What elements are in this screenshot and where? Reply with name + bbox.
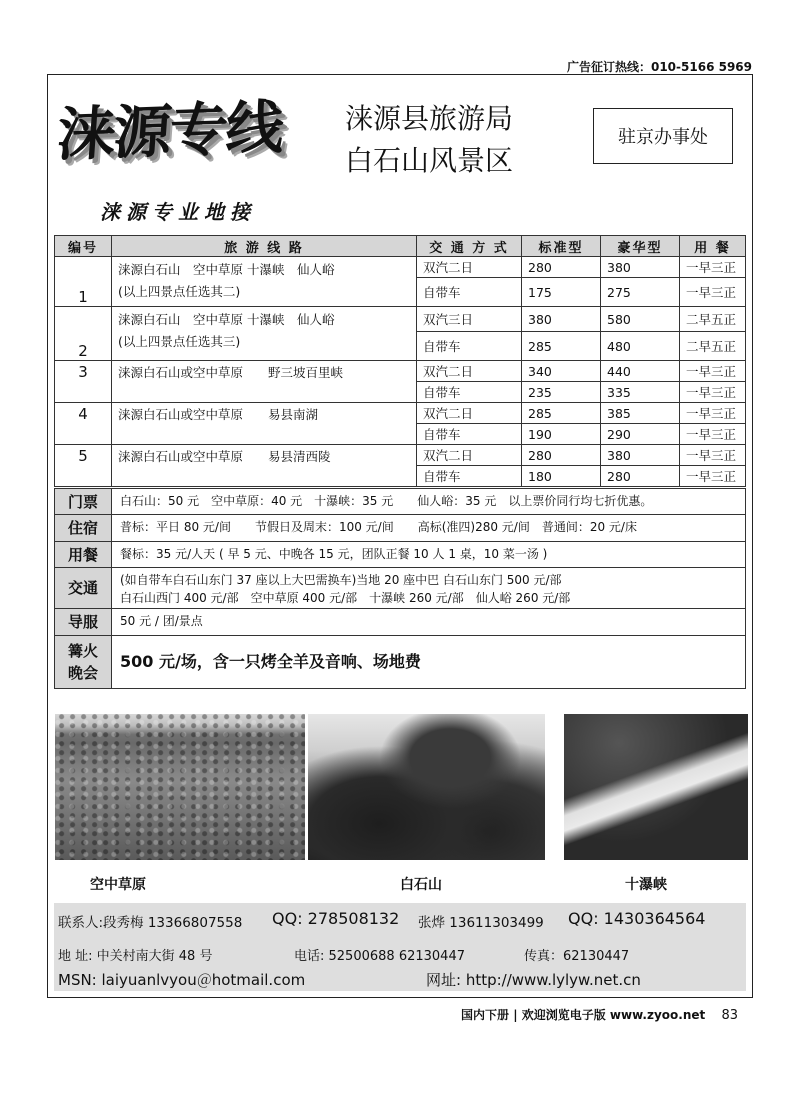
standard-cell: 280 <box>522 445 601 466</box>
header-route: 旅 游 线 路 <box>112 236 417 257</box>
meals-value: 餐标：35 元/人天 ( 早 5 元、中晚各 15 元，团队正餐 10 人 1 桌，10 菜一汤 ) <box>120 547 548 561</box>
contact-box <box>54 903 746 991</box>
transport-cell: 双汽二日 <box>417 361 522 382</box>
meal-cell: 一早三正 <box>680 382 746 403</box>
bonfire-value: 500 元/场，含一只烤全羊及音响、场地费 <box>120 652 421 671</box>
meals-row <box>54 541 746 568</box>
guide-row <box>54 608 746 636</box>
lodging-value: 普标：平日 80 元/间 节假日及周末：100 元/间 高标(准四)280 元/间 普通间：20 元/床 <box>120 520 637 534</box>
bonfire-label-line-2: 晚会 <box>67 664 98 682</box>
route-num: 3 <box>55 361 112 403</box>
transport-cell: 自带车 <box>417 332 522 361</box>
luxury-cell: 290 <box>601 424 680 445</box>
baishishan-photo <box>308 714 545 860</box>
luxury-cell: 380 <box>601 445 680 466</box>
bonfire-label <box>55 636 112 688</box>
grassland-photo <box>55 714 305 860</box>
caption-grassland: 空中草原 <box>90 877 146 893</box>
standard-cell: 280 <box>522 257 601 278</box>
standard-cell: 285 <box>522 332 601 361</box>
standard-cell: 235 <box>522 382 601 403</box>
luxury-cell: 275 <box>601 278 680 307</box>
route-desc: 涞源白石山或空中草原 野三坡百里峡 <box>112 361 417 403</box>
transport-line-1: (如自带车白石山东门 37 座以上大巴需换车)当地 20 座中巴 白石山东门 500 元/部 <box>120 573 562 587</box>
address: 地 址: 中关村南大街 48 号 <box>58 949 213 964</box>
route-desc: 涞源白石山或空中草原 易县南湖 <box>112 403 417 445</box>
meal-cell: 一早三正 <box>680 403 746 424</box>
route-line-2: (以上四景点任选其三) <box>118 334 241 349</box>
page-number: 83 <box>721 1008 738 1023</box>
route-desc <box>112 257 417 307</box>
waterfall-photo <box>564 714 748 860</box>
msn: MSN: laiyuanlvyou＠hotmail.com <box>58 971 306 989</box>
luxury-cell: 380 <box>601 257 680 278</box>
route-num: 1 <box>55 257 112 307</box>
transport-line-2: 白石山西门 400 元/部 空中草原 400 元/部 十瀑峡 260 元/部 仙人峪 260 元/部 <box>120 591 571 605</box>
meal-cell: 一早三正 <box>680 257 746 278</box>
big-title: 涞源专线 <box>54 93 285 169</box>
transport-cell: 双汽二日 <box>417 403 522 424</box>
header-standard: 标准型 <box>522 236 601 257</box>
header-luxury: 豪华型 <box>601 236 680 257</box>
table-row <box>55 403 746 424</box>
table-row <box>55 445 746 466</box>
table-header-row <box>55 236 746 257</box>
footer-text: 国内下册 | 欢迎浏览电子版 www.zyoo.net <box>461 1008 706 1022</box>
standard-cell: 190 <box>522 424 601 445</box>
luxury-cell: 580 <box>601 307 680 332</box>
standard-cell: 380 <box>522 307 601 332</box>
transport-cell: 双汽二日 <box>417 445 522 466</box>
table-row <box>55 257 746 278</box>
luxury-cell: 440 <box>601 361 680 382</box>
standard-cell: 340 <box>522 361 601 382</box>
routes-table <box>54 235 746 487</box>
contact-person-1: 联系人:段秀梅 13366807558 <box>58 915 243 931</box>
qq-2: QQ: 1430364564 <box>568 909 706 928</box>
header-meal: 用 餐 <box>680 236 746 257</box>
tickets-label: 门票 <box>55 489 112 514</box>
table-row <box>55 361 746 382</box>
transport-cell: 自带车 <box>417 424 522 445</box>
route-desc: 涞源白石山或空中草原 易县清西陵 <box>112 445 417 487</box>
route-line-1: 涞源白石山 空中草原 十瀑峡 仙人峪 <box>118 262 335 277</box>
standard-cell: 175 <box>522 278 601 307</box>
standard-cell: 180 <box>522 466 601 487</box>
agency-line-2: 白石山风景区 <box>345 144 514 177</box>
fax: 传真：62130447 <box>524 949 630 964</box>
lodging-row <box>54 514 746 542</box>
transport-value <box>112 568 745 608</box>
meal-cell: 二早五正 <box>680 307 746 332</box>
qq-1: QQ: 278508132 <box>272 909 400 928</box>
transport-cell: 自带车 <box>417 466 522 487</box>
route-num: 5 <box>55 445 112 487</box>
luxury-cell: 385 <box>601 403 680 424</box>
header-transport: 交 通 方 式 <box>417 236 522 257</box>
website: 网址: http://www.lylyw.net.cn <box>426 971 641 989</box>
transport-row <box>54 567 746 609</box>
transport-cell: 双汽三日 <box>417 307 522 332</box>
tickets-row <box>54 488 746 515</box>
agency-block <box>345 98 513 182</box>
subtitle: 涞源专业地接 <box>100 200 256 224</box>
ad-hotline: 广告征订热线：010-5166 5969 <box>566 60 752 74</box>
meal-cell: 一早三正 <box>680 466 746 487</box>
route-line-2: (以上四景点任选其二) <box>118 284 241 299</box>
meal-cell: 一早三正 <box>680 278 746 307</box>
caption-baishishan: 白石山 <box>400 877 442 893</box>
bonfire-label-line-1: 篝火 <box>67 642 98 660</box>
transport-cell: 双汽二日 <box>417 257 522 278</box>
transport-cell: 自带车 <box>417 278 522 307</box>
agency-line-1: 涞源县旅游局 <box>345 102 514 135</box>
phone: 电话: 52500688 62130447 <box>294 949 465 964</box>
meal-cell: 一早三正 <box>680 445 746 466</box>
table-row <box>55 307 746 332</box>
transport-cell: 自带车 <box>417 382 522 403</box>
meal-cell: 一早三正 <box>680 361 746 382</box>
contact-person-2: 张烨 13611303499 <box>418 915 544 931</box>
lodging-label: 住宿 <box>55 515 112 541</box>
route-num: 2 <box>55 307 112 361</box>
office-box: 驻京办事处 <box>593 108 733 164</box>
luxury-cell: 480 <box>601 332 680 361</box>
transport-label: 交通 <box>55 568 112 608</box>
meal-cell: 一早三正 <box>680 424 746 445</box>
luxury-cell: 280 <box>601 466 680 487</box>
guide-value: 50 元 / 团/景点 <box>120 614 203 628</box>
standard-cell: 285 <box>522 403 601 424</box>
guide-label: 导服 <box>55 609 112 635</box>
meal-cell: 二早五正 <box>680 332 746 361</box>
caption-waterfall: 十瀑峡 <box>625 877 667 893</box>
tickets-value: 白石山：50 元 空中草原：40 元 十瀑峡：35 元 仙人峪：35 元 以上票价同行均七折优惠。 <box>120 494 653 508</box>
route-desc <box>112 307 417 361</box>
bonfire-row <box>54 635 746 689</box>
meals-label: 用餐 <box>55 542 112 567</box>
route-line-1: 涞源白石山 空中草原 十瀑峡 仙人峪 <box>118 312 335 327</box>
header-num: 编号 <box>55 236 112 257</box>
luxury-cell: 335 <box>601 382 680 403</box>
footer <box>461 1006 738 1023</box>
route-num: 4 <box>55 403 112 445</box>
